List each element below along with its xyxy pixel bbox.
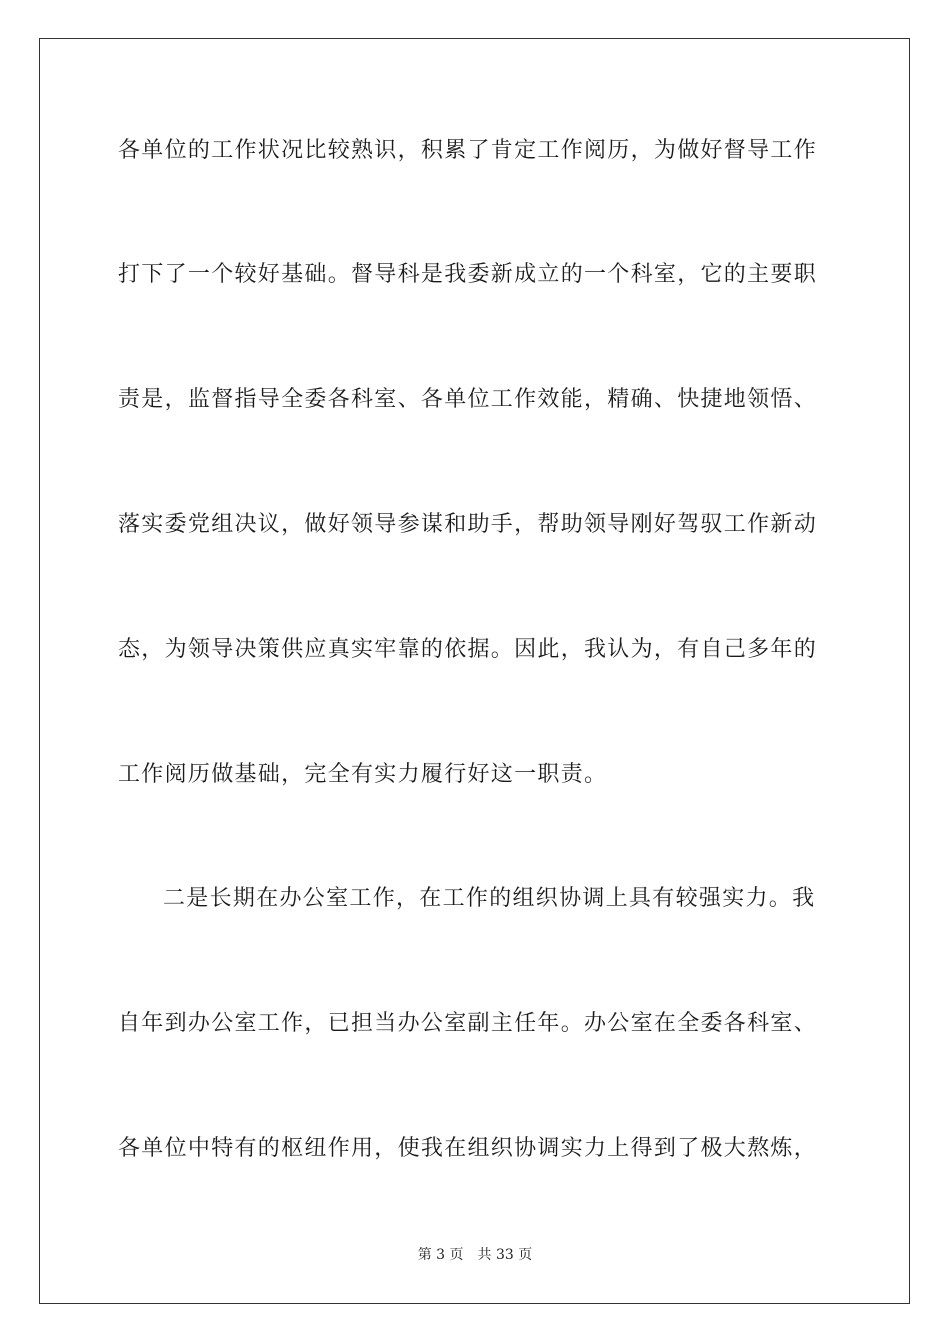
paragraph-line-2: 打下了一个较好基础。督导科是我委新成立的一个科室，它的主要职: [118, 262, 818, 287]
total-pages: 共 33 页: [477, 1247, 533, 1263]
paragraph-line-4: 落实委党组决议，做好领导参谋和助手，帮助领导刚好驾驭工作新动: [118, 512, 818, 537]
page-number: 第 3 页: [417, 1247, 464, 1263]
paragraph-line-7: 二是长期在办公室工作，在工作的组织协调上具有较强实力。我: [163, 886, 816, 911]
paragraph-line-3: 责是，监督指导全委各科室、各单位工作效能，精确、快捷地领悟、: [118, 387, 818, 412]
page-footer: [0, 1246, 950, 1264]
paragraph-line-9: 各单位中特有的枢纽作用，使我在组织协调实力上得到了极大熬炼，: [118, 1136, 818, 1161]
paragraph-line-6: 工作阅历做基础，完全有实力履行好这一职责。: [118, 762, 608, 787]
paragraph-line-5: 态，为领导决策供应真实牢靠的依据。因此，我认为，有自己多年的: [118, 637, 818, 662]
paragraph-line-8: 自年到办公室工作，已担当办公室副主任年。办公室在全委各科室、: [118, 1011, 818, 1036]
page-border: [39, 38, 910, 1304]
paragraph-line-1: 各单位的工作状况比较熟识，积累了肯定工作阅历，为做好督导工作: [118, 138, 818, 163]
